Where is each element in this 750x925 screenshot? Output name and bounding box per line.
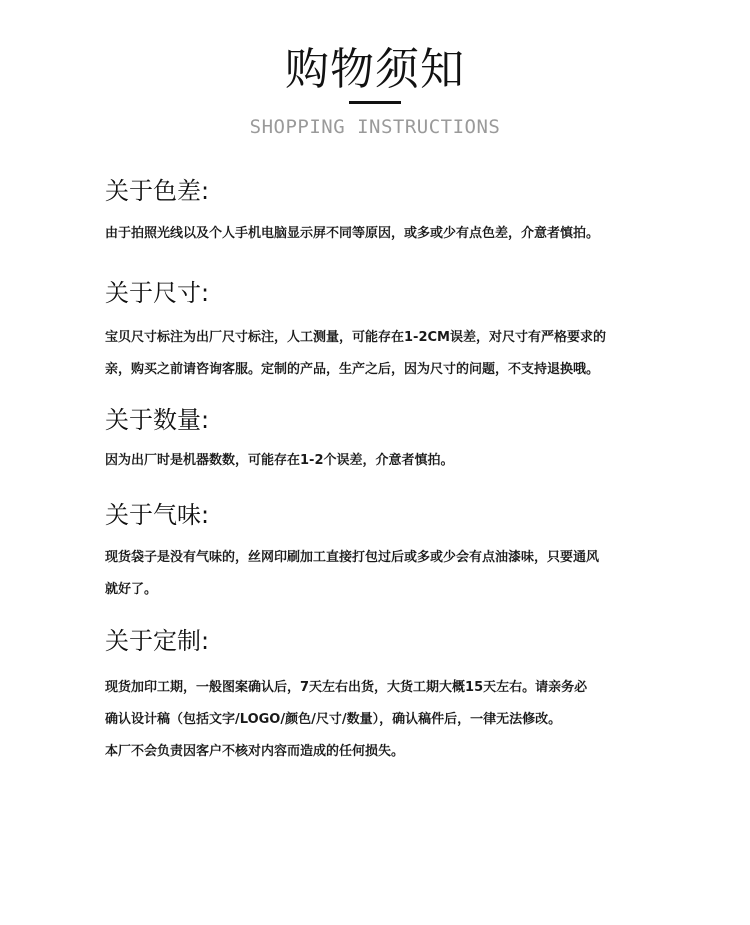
section-heading: 关于色差: <box>105 177 210 205</box>
section-text-line: 因为出厂时是机器数数，可能存在1-2个误差，介意者慎拍。 <box>105 453 454 468</box>
section-text-line: 就好了。 <box>105 582 158 597</box>
section-text-line: 由于拍照光线以及个人手机电脑显示屏不同等原因，或多或少有点色差，介意者慎拍。 <box>105 226 600 241</box>
page-title: 购物须知 <box>285 44 465 95</box>
page-subtitle: SHOPPING INSTRUCTIONS <box>249 116 501 138</box>
section-text-line: 现货加印工期，一般图案确认后，7天左右出货，大货工期大概15天左右。请亲务必 <box>105 680 588 695</box>
section-heading: 关于气味: <box>105 501 210 529</box>
section-customization <box>105 624 665 768</box>
section-odor <box>105 498 665 606</box>
section-quantity <box>105 403 665 477</box>
section-text-line: 宝贝尺寸标注为出厂尺寸标注，人工测量，可能存在1-2CM误差，对尺寸有严格要求的 <box>105 330 606 345</box>
section-heading: 关于数量: <box>105 406 210 434</box>
section-color-difference <box>105 174 665 250</box>
section-text-line: 本厂不会负责因客户不核对内容而造成的任何损失。 <box>105 744 405 759</box>
section-text-line: 确认设计稿（包括文字/LOGO/颜色/尺寸/数量），确认稿件后，一律无法修改。 <box>105 712 562 727</box>
section-text-line: 现货袋子是没有气味的，丝网印刷加工直接打包过后或多或少会有点油漆味，只要通风 <box>105 550 600 565</box>
section-heading: 关于定制: <box>105 627 210 655</box>
section-size <box>105 276 665 386</box>
section-text-line: 亲，购买之前请咨询客服。定制的产品，生产之后，因为尺寸的问题，不支持退换哦。 <box>105 362 600 377</box>
section-heading: 关于尺寸: <box>105 279 210 307</box>
title-underline <box>349 101 401 104</box>
